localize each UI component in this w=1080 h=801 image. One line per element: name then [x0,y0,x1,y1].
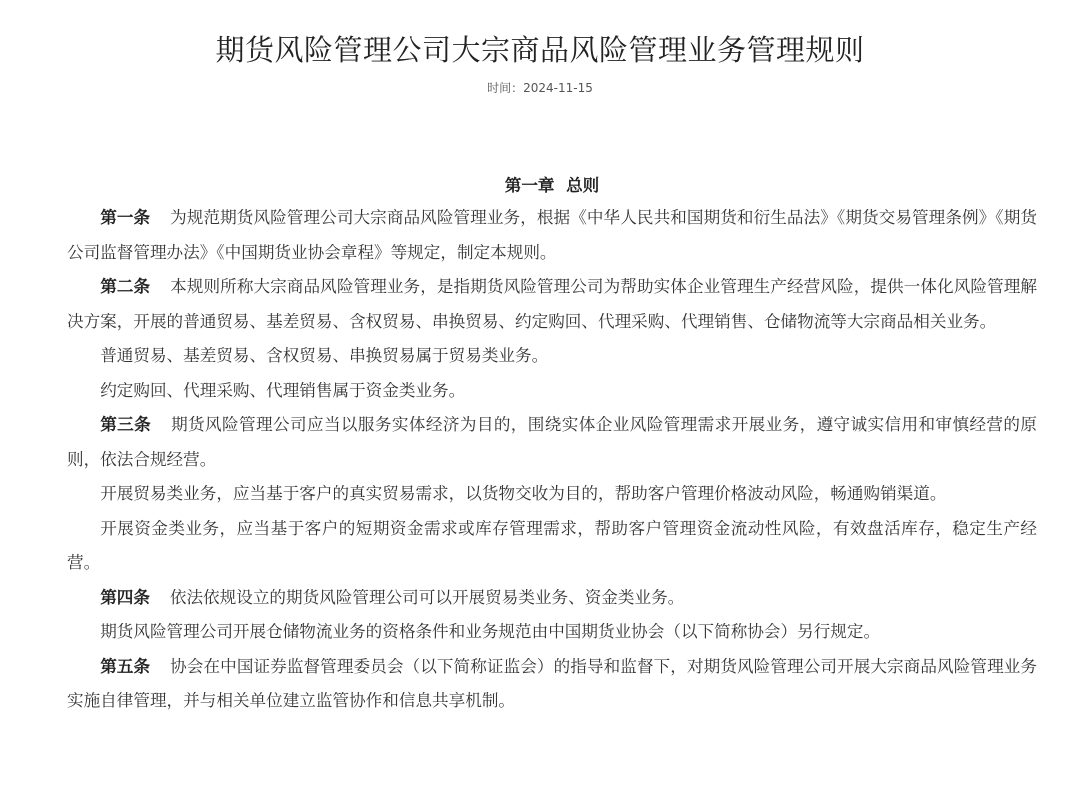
paragraph-text: 本规则所称大宗商品风险管理业务，是指期货风险管理公司为帮助实体企业管理生产经营风险，提供一体化风险管理解决方案，开展的普通贸易、基差贸易、含权贸易、串换贸易、约定购回、代理采购、代理销售、仓储物流等大宗商品相关业务。 [67,277,1038,331]
page-title: 期货风险管理公司大宗商品风险管理业务管理规则 [215,33,865,67]
paragraph-text: 开展贸易类业务，应当基于客户的真实贸易需求，以货物交收为目的，帮助客户管理价格波动风险，畅通购销渠道。 [100,484,947,503]
paragraph-text: 依法依规设立的期货风险管理公司可以开展贸易类业务、资金类业务。 [169,587,685,607]
paragraph [67,374,1037,409]
paragraph-article-3 [67,408,1037,477]
article-label: 第一条 [100,208,151,227]
paragraph-text: 约定购回、代理采购、代理销售属于资金类业务。 [100,380,466,400]
paragraph [67,339,1037,374]
article-label: 第四条 [100,587,150,607]
article-label: 第二条 [100,277,151,296]
paragraph-text: 普通贸易、基差贸易、含权贸易、串换贸易属于贸易类业务。 [100,346,549,365]
paragraph-article-1 [67,201,1037,270]
paragraph-text: 期货风险管理公司开展仓储物流业务的资格条件和业务规范由中国期货业协会（以下简称协会）另行规定。 [100,622,881,641]
article-label: 第五条 [100,656,151,676]
paragraph [67,512,1037,581]
article-body [67,171,1037,719]
paragraph-article-4 [67,581,1037,616]
paragraph [67,477,1037,512]
paragraph-text: 开展资金类业务，应当基于客户的短期资金需求或库存管理需求，帮助客户管理资金流动性风险，有效盘活库存，稳定生产经营。 [67,518,1037,572]
paragraph-article-2 [67,270,1037,339]
paragraph-text: 为规范期货风险管理公司大宗商品风险管理业务，根据《中华人民共和国期货和衍生品法》《期货交易管理条例》《期货公司监督管理办法》《中国期货业协会章程》等规定，制定本规则。 [67,208,1037,262]
article-label: 第三条 [100,415,152,434]
publish-date: 时间：2024-11-15 [487,81,593,95]
paragraph [67,615,1037,650]
chapter-heading: 第一章 总则 [504,176,600,195]
paragraph-text: 期货风险管理公司应当以服务实体经济为目的，围绕实体企业风险管理需求开展业务，遵守诚实信用和审慎经营的原则，依法合规经营。 [67,415,1038,469]
paragraph-text: 协会在中国证券监督管理委员会（以下简称证监会）的指导和监督下，对期货风险管理公司开展大宗商品风险管理业务实施自律管理，并与相关单位建立监管协作和信息共享机制。 [67,656,1038,710]
paragraph-article-5 [67,650,1037,719]
